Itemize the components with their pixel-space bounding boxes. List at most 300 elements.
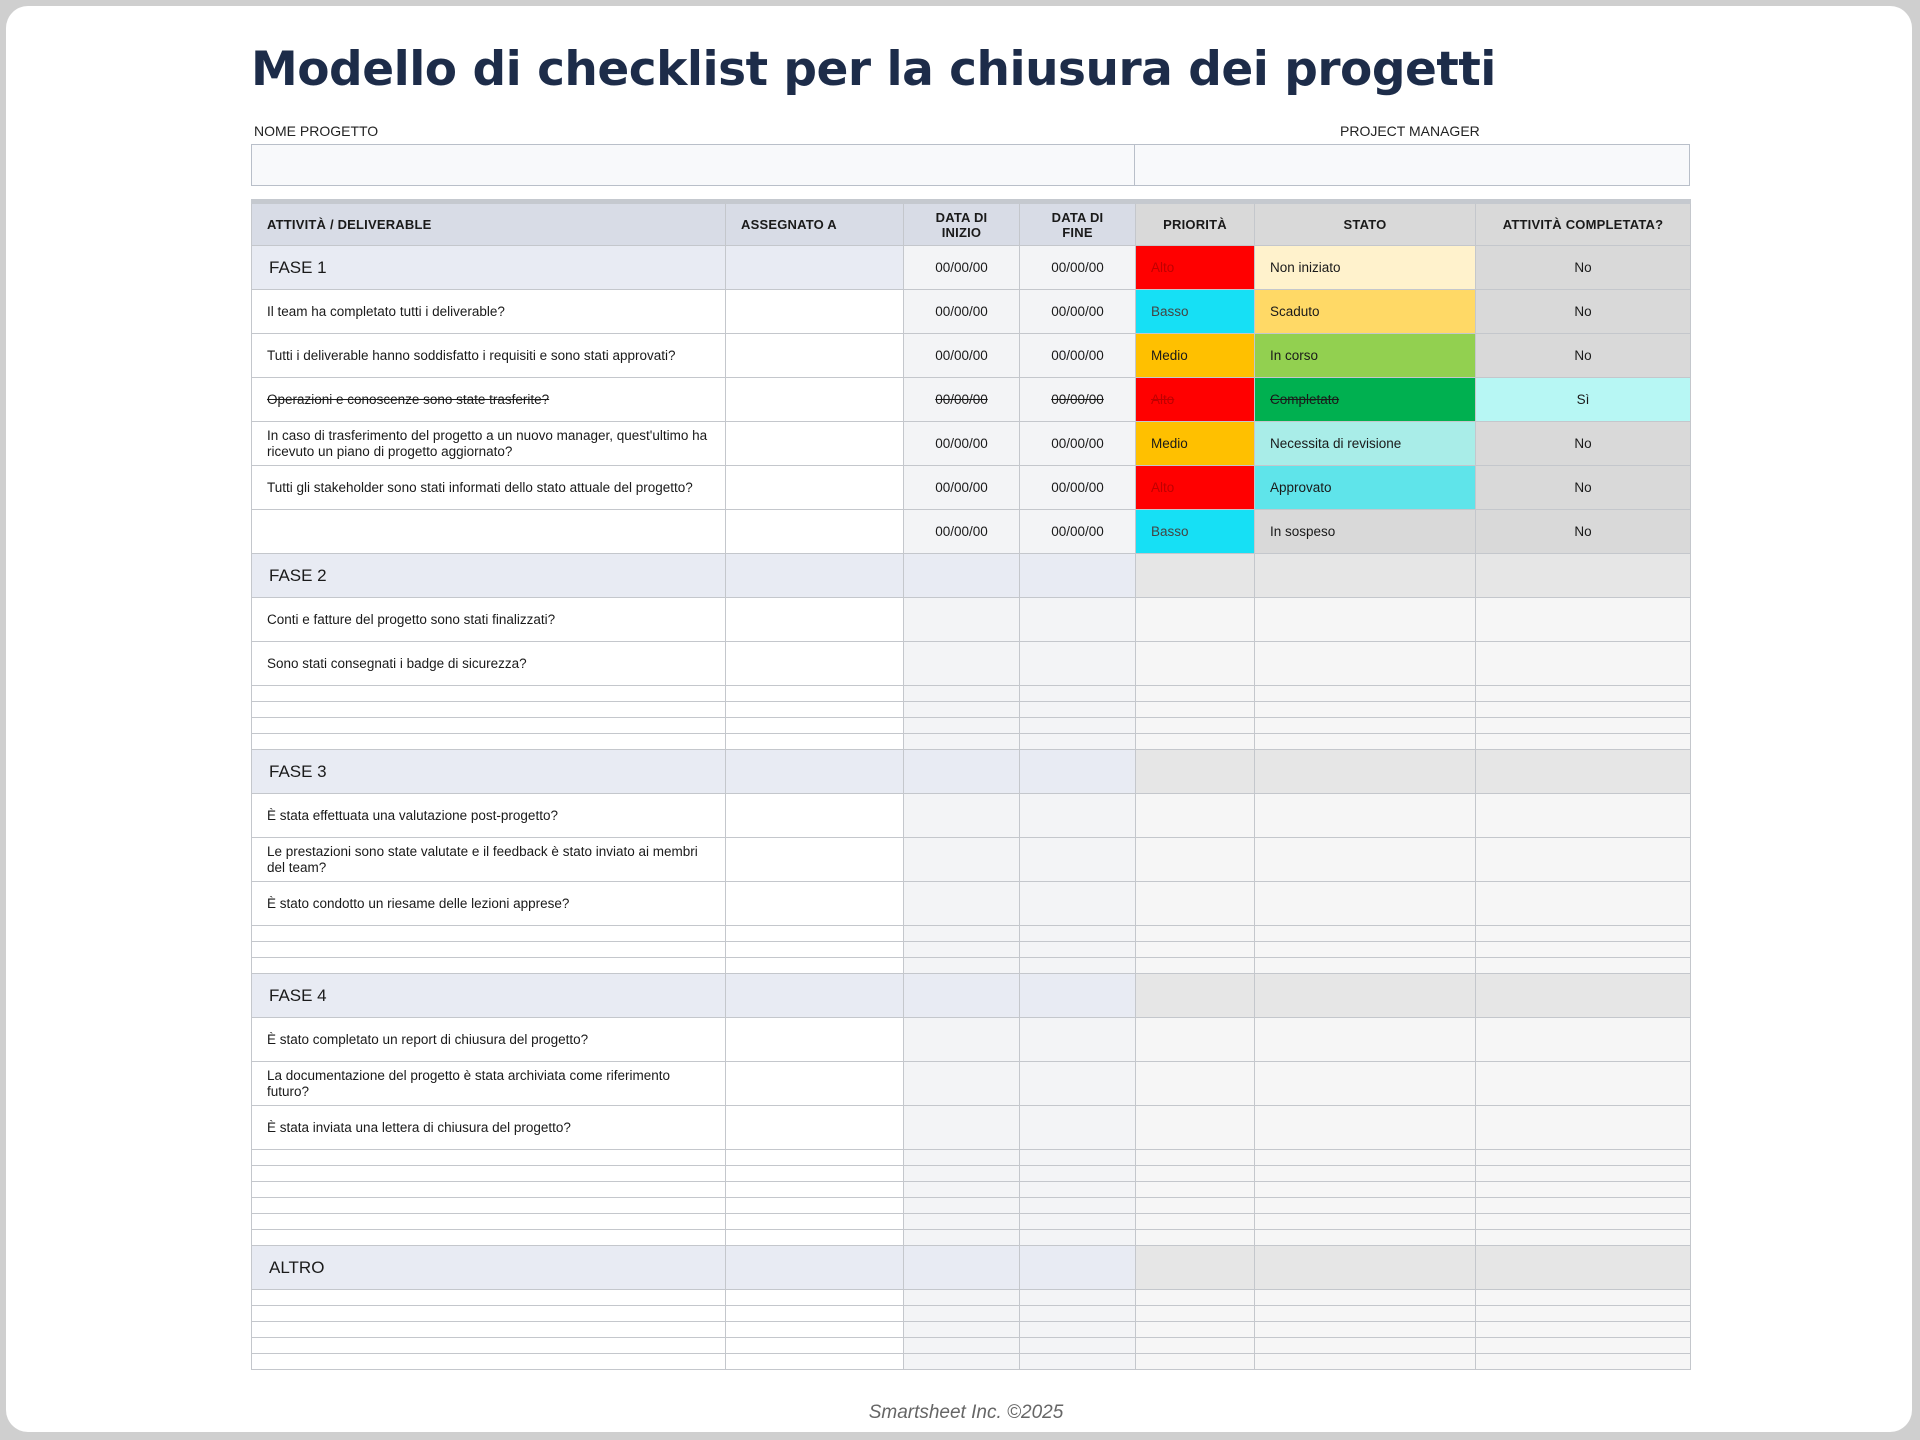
table-row xyxy=(252,290,1691,334)
priority-cell[interactable] xyxy=(1136,1106,1255,1150)
status-cell[interactable] xyxy=(1255,1322,1476,1338)
header-priority: PRIORITÀ xyxy=(1136,202,1255,246)
status-cell[interactable] xyxy=(1255,1198,1476,1214)
priority-cell[interactable] xyxy=(1136,598,1255,642)
blank-row xyxy=(252,1182,1691,1198)
start-date-cell[interactable] xyxy=(904,734,1020,750)
priority-cell[interactable] xyxy=(1136,882,1255,926)
completed-cell[interactable]: No xyxy=(1476,334,1691,378)
priority-cell[interactable] xyxy=(1136,702,1255,718)
task-cell[interactable] xyxy=(252,1166,726,1182)
status-cell[interactable] xyxy=(1255,598,1476,642)
priority-cell[interactable] xyxy=(1136,1062,1255,1106)
start-date-cell[interactable] xyxy=(904,686,1020,702)
assigned-cell[interactable] xyxy=(726,1338,904,1354)
task-cell[interactable] xyxy=(252,958,726,974)
header-status: STATO xyxy=(1255,202,1476,246)
completed-cell[interactable] xyxy=(1476,642,1691,686)
task-cell[interactable]: È stato condotto un riesame delle lezioni apprese? xyxy=(252,882,726,926)
task-cell[interactable]: Conti e fatture del progetto sono stati finalizzati? xyxy=(252,598,726,642)
start-date-cell[interactable] xyxy=(904,926,1020,942)
priority-cell[interactable] xyxy=(1136,942,1255,958)
assigned-cell[interactable] xyxy=(726,1230,904,1246)
assigned-cell[interactable] xyxy=(726,1246,904,1290)
completed-cell[interactable] xyxy=(1476,1230,1691,1246)
start-date-cell[interactable] xyxy=(904,1198,1020,1214)
assigned-cell[interactable] xyxy=(726,794,904,838)
task-cell[interactable] xyxy=(252,1306,726,1322)
priority-cell[interactable] xyxy=(1136,958,1255,974)
end-date-cell[interactable] xyxy=(1020,1150,1136,1166)
completed-cell[interactable]: No xyxy=(1476,466,1691,510)
status-cell[interactable] xyxy=(1255,1166,1476,1182)
status-cell[interactable]: In corso xyxy=(1255,334,1476,378)
completed-cell[interactable] xyxy=(1476,1018,1691,1062)
start-date-cell[interactable]: 00/00/00 xyxy=(904,378,1020,422)
start-date-cell[interactable] xyxy=(904,1166,1020,1182)
status-cell[interactable]: Completato xyxy=(1255,378,1476,422)
status-cell[interactable] xyxy=(1255,702,1476,718)
start-date-cell[interactable] xyxy=(904,1106,1020,1150)
blank-row xyxy=(252,1354,1691,1370)
status-cell[interactable] xyxy=(1255,686,1476,702)
completed-cell[interactable] xyxy=(1476,974,1691,1018)
priority-cell[interactable] xyxy=(1136,718,1255,734)
task-cell[interactable] xyxy=(252,1354,726,1370)
checklist-table xyxy=(251,199,1691,1370)
page-frame xyxy=(6,6,1912,1432)
project-manager-field[interactable] xyxy=(1134,144,1690,186)
end-date-cell[interactable]: 00/00/00 xyxy=(1020,378,1136,422)
task-cell[interactable] xyxy=(252,702,726,718)
end-date-cell[interactable]: 00/00/00 xyxy=(1020,466,1136,510)
priority-cell[interactable] xyxy=(1136,974,1255,1018)
end-date-cell[interactable] xyxy=(1020,926,1136,942)
task-cell[interactable] xyxy=(252,1150,726,1166)
assigned-cell[interactable] xyxy=(726,466,904,510)
task-cell[interactable]: Tutti i deliverable hanno soddisfatto i requisiti e sono stati approvati? xyxy=(252,334,726,378)
end-date-cell[interactable]: 00/00/00 xyxy=(1020,334,1136,378)
status-cell[interactable]: In sospeso xyxy=(1255,510,1476,554)
end-date-cell[interactable]: 00/00/00 xyxy=(1020,246,1136,290)
assigned-cell[interactable] xyxy=(726,1062,904,1106)
assigned-cell[interactable] xyxy=(726,750,904,794)
start-date-cell[interactable] xyxy=(904,1182,1020,1198)
blank-row xyxy=(252,686,1691,702)
assigned-cell[interactable] xyxy=(726,838,904,882)
phase-label: ALTRO xyxy=(252,1246,726,1290)
table-row xyxy=(252,882,1691,926)
status-cell[interactable]: Approvato xyxy=(1255,466,1476,510)
status-cell[interactable] xyxy=(1255,942,1476,958)
assigned-cell[interactable] xyxy=(726,1106,904,1150)
end-date-cell[interactable] xyxy=(1020,942,1136,958)
completed-cell[interactable] xyxy=(1476,1322,1691,1338)
end-date-cell[interactable] xyxy=(1020,750,1136,794)
completed-cell[interactable] xyxy=(1476,1166,1691,1182)
completed-cell[interactable] xyxy=(1476,838,1691,882)
assigned-cell[interactable] xyxy=(726,1290,904,1306)
status-cell[interactable] xyxy=(1255,794,1476,838)
completed-cell[interactable] xyxy=(1476,1354,1691,1370)
blank-row xyxy=(252,958,1691,974)
start-date-cell[interactable] xyxy=(904,838,1020,882)
status-cell[interactable] xyxy=(1255,838,1476,882)
completed-cell[interactable] xyxy=(1476,702,1691,718)
completed-cell[interactable] xyxy=(1476,1338,1691,1354)
start-date-cell[interactable] xyxy=(904,1322,1020,1338)
assigned-cell[interactable] xyxy=(726,1150,904,1166)
priority-cell[interactable] xyxy=(1136,1182,1255,1198)
task-cell[interactable] xyxy=(252,1322,726,1338)
status-cell[interactable]: Scaduto xyxy=(1255,290,1476,334)
priority-cell[interactable]: Alto xyxy=(1136,378,1255,422)
blank-row xyxy=(252,1322,1691,1338)
completed-cell[interactable] xyxy=(1476,942,1691,958)
phase-label: FASE 3 xyxy=(252,750,726,794)
start-date-cell[interactable] xyxy=(904,1214,1020,1230)
assigned-cell[interactable] xyxy=(726,1354,904,1370)
task-cell[interactable]: Le prestazioni sono state valutate e il feedback è stato inviato ai membri del team? xyxy=(252,838,726,882)
end-date-cell[interactable] xyxy=(1020,974,1136,1018)
task-cell[interactable]: In caso di trasferimento del progetto a un nuovo manager, quest'ultimo ha ricevuto un piano di progetto aggiornato? xyxy=(252,422,726,466)
priority-cell[interactable] xyxy=(1136,1354,1255,1370)
start-date-cell[interactable]: 00/00/00 xyxy=(904,246,1020,290)
task-cell[interactable]: È stata effettuata una valutazione post-progetto? xyxy=(252,794,726,838)
blank-row xyxy=(252,702,1691,718)
completed-cell[interactable] xyxy=(1476,1214,1691,1230)
priority-cell[interactable] xyxy=(1136,642,1255,686)
table-row xyxy=(252,378,1691,422)
priority-cell[interactable]: Medio xyxy=(1136,334,1255,378)
priority-cell[interactable] xyxy=(1136,1166,1255,1182)
task-cell[interactable] xyxy=(252,510,726,554)
completed-cell[interactable] xyxy=(1476,734,1691,750)
start-date-cell[interactable] xyxy=(904,598,1020,642)
blank-row xyxy=(252,1214,1691,1230)
status-cell[interactable] xyxy=(1255,1214,1476,1230)
task-cell[interactable]: Il team ha completato tutti i deliverable? xyxy=(252,290,726,334)
priority-cell[interactable] xyxy=(1136,926,1255,942)
end-date-cell[interactable] xyxy=(1020,686,1136,702)
project-name-field[interactable] xyxy=(251,144,1135,186)
assigned-cell[interactable] xyxy=(726,1182,904,1198)
table-row xyxy=(252,422,1691,466)
assigned-cell[interactable] xyxy=(726,718,904,734)
status-cell[interactable] xyxy=(1255,1246,1476,1290)
assigned-cell[interactable] xyxy=(726,958,904,974)
priority-cell[interactable] xyxy=(1136,686,1255,702)
header-row xyxy=(252,202,1691,246)
phase-row xyxy=(252,554,1691,598)
end-date-cell[interactable] xyxy=(1020,882,1136,926)
start-date-cell[interactable] xyxy=(904,718,1020,734)
phase-row xyxy=(252,246,1691,290)
status-cell[interactable]: Necessita di revisione xyxy=(1255,422,1476,466)
phase-row xyxy=(252,1246,1691,1290)
table-row xyxy=(252,838,1691,882)
priority-cell[interactable]: Alto xyxy=(1136,246,1255,290)
table-row xyxy=(252,334,1691,378)
end-date-cell[interactable] xyxy=(1020,1166,1136,1182)
blank-row xyxy=(252,1306,1691,1322)
start-date-cell[interactable]: 00/00/00 xyxy=(904,334,1020,378)
start-date-cell[interactable]: 00/00/00 xyxy=(904,422,1020,466)
task-cell[interactable] xyxy=(252,1214,726,1230)
task-cell[interactable]: Tutti gli stakeholder sono stati informati dello stato attuale del progetto? xyxy=(252,466,726,510)
priority-cell[interactable] xyxy=(1136,1198,1255,1214)
start-date-cell[interactable]: 00/00/00 xyxy=(904,510,1020,554)
task-cell[interactable]: È stata inviata una lettera di chiusura del progetto? xyxy=(252,1106,726,1150)
end-date-cell[interactable] xyxy=(1020,1106,1136,1150)
end-date-cell[interactable] xyxy=(1020,794,1136,838)
assigned-cell[interactable] xyxy=(726,882,904,926)
status-cell[interactable] xyxy=(1255,1150,1476,1166)
start-date-cell[interactable]: 00/00/00 xyxy=(904,290,1020,334)
status-cell[interactable] xyxy=(1255,1338,1476,1354)
assigned-cell[interactable] xyxy=(726,290,904,334)
assigned-cell[interactable] xyxy=(726,686,904,702)
start-date-cell[interactable] xyxy=(904,1290,1020,1306)
priority-cell[interactable] xyxy=(1136,734,1255,750)
status-cell[interactable] xyxy=(1255,958,1476,974)
priority-cell[interactable] xyxy=(1136,1214,1255,1230)
table-row xyxy=(252,1062,1691,1106)
priority-cell[interactable] xyxy=(1136,1018,1255,1062)
assigned-cell[interactable] xyxy=(726,702,904,718)
start-date-cell[interactable] xyxy=(904,882,1020,926)
task-cell[interactable] xyxy=(252,686,726,702)
project-name-label: NOME PROGETTO xyxy=(254,123,379,139)
assigned-cell[interactable] xyxy=(726,598,904,642)
status-cell[interactable] xyxy=(1255,1018,1476,1062)
completed-cell[interactable] xyxy=(1476,1106,1691,1150)
start-date-cell[interactable] xyxy=(904,702,1020,718)
end-date-cell[interactable] xyxy=(1020,702,1136,718)
end-date-cell[interactable] xyxy=(1020,598,1136,642)
completed-cell[interactable] xyxy=(1476,958,1691,974)
status-cell[interactable] xyxy=(1255,926,1476,942)
priority-cell[interactable] xyxy=(1136,1246,1255,1290)
start-date-cell[interactable] xyxy=(904,642,1020,686)
assigned-cell[interactable] xyxy=(726,1214,904,1230)
start-date-cell[interactable] xyxy=(904,942,1020,958)
table-row xyxy=(252,794,1691,838)
priority-cell[interactable] xyxy=(1136,1322,1255,1338)
completed-cell[interactable] xyxy=(1476,554,1691,598)
start-date-cell[interactable] xyxy=(904,958,1020,974)
priority-cell[interactable] xyxy=(1136,750,1255,794)
blank-row xyxy=(252,1150,1691,1166)
assigned-cell[interactable] xyxy=(726,974,904,1018)
end-date-cell[interactable] xyxy=(1020,1230,1136,1246)
assigned-cell[interactable] xyxy=(726,334,904,378)
priority-cell[interactable] xyxy=(1136,1150,1255,1166)
task-cell[interactable]: È stato completato un report di chiusura del progetto? xyxy=(252,1018,726,1062)
phase-label: FASE 2 xyxy=(252,554,726,598)
end-date-cell[interactable] xyxy=(1020,1290,1136,1306)
end-date-cell[interactable] xyxy=(1020,1062,1136,1106)
priority-cell[interactable] xyxy=(1136,554,1255,598)
status-cell[interactable] xyxy=(1255,1106,1476,1150)
completed-cell[interactable]: No xyxy=(1476,290,1691,334)
priority-cell[interactable] xyxy=(1136,1338,1255,1354)
start-date-cell[interactable] xyxy=(904,1230,1020,1246)
assigned-cell[interactable] xyxy=(726,642,904,686)
status-cell[interactable] xyxy=(1255,974,1476,1018)
end-date-cell[interactable] xyxy=(1020,958,1136,974)
start-date-cell[interactable] xyxy=(904,1338,1020,1354)
end-date-cell[interactable] xyxy=(1020,554,1136,598)
start-date-cell[interactable] xyxy=(904,1306,1020,1322)
table-row xyxy=(252,510,1691,554)
start-date-cell[interactable] xyxy=(904,1018,1020,1062)
end-date-cell[interactable]: 00/00/00 xyxy=(1020,510,1136,554)
table-row xyxy=(252,642,1691,686)
completed-cell[interactable] xyxy=(1476,718,1691,734)
completed-cell[interactable] xyxy=(1476,1246,1691,1290)
header-assigned: ASSEGNATO A xyxy=(726,202,904,246)
completed-cell[interactable] xyxy=(1476,598,1691,642)
assigned-cell[interactable] xyxy=(726,510,904,554)
task-cell[interactable] xyxy=(252,1230,726,1246)
assigned-cell[interactable] xyxy=(726,1198,904,1214)
end-date-cell[interactable] xyxy=(1020,1198,1136,1214)
priority-cell[interactable] xyxy=(1136,1306,1255,1322)
blank-row xyxy=(252,718,1691,734)
phase-row xyxy=(252,750,1691,794)
header-completed: ATTIVITÀ COMPLETATA? xyxy=(1476,202,1691,246)
phase-row xyxy=(252,974,1691,1018)
status-cell[interactable] xyxy=(1255,718,1476,734)
start-date-cell[interactable] xyxy=(904,750,1020,794)
task-cell[interactable] xyxy=(252,1198,726,1214)
priority-cell[interactable] xyxy=(1136,1230,1255,1246)
status-cell[interactable] xyxy=(1255,1306,1476,1322)
completed-cell[interactable]: Sì xyxy=(1476,378,1691,422)
task-cell[interactable] xyxy=(252,718,726,734)
end-date-cell[interactable] xyxy=(1020,718,1136,734)
completed-cell[interactable] xyxy=(1476,1198,1691,1214)
completed-cell[interactable] xyxy=(1476,794,1691,838)
task-cell[interactable] xyxy=(252,1338,726,1354)
table-row xyxy=(252,1018,1691,1062)
status-cell[interactable] xyxy=(1255,1290,1476,1306)
start-date-cell[interactable] xyxy=(904,1354,1020,1370)
assigned-cell[interactable] xyxy=(726,554,904,598)
completed-cell[interactable] xyxy=(1476,750,1691,794)
priority-cell[interactable] xyxy=(1136,1290,1255,1306)
completed-cell[interactable] xyxy=(1476,1062,1691,1106)
assigned-cell[interactable] xyxy=(726,942,904,958)
start-date-cell[interactable]: 00/00/00 xyxy=(904,466,1020,510)
end-date-cell[interactable]: 00/00/00 xyxy=(1020,422,1136,466)
task-cell[interactable]: Sono stati consegnati i badge di sicurezza? xyxy=(252,642,726,686)
start-date-cell[interactable] xyxy=(904,794,1020,838)
assigned-cell[interactable] xyxy=(726,1322,904,1338)
task-cell[interactable]: Operazioni e conoscenze sono state trasferite? xyxy=(252,378,726,422)
completed-cell[interactable] xyxy=(1476,1150,1691,1166)
priority-cell[interactable]: Alto xyxy=(1136,466,1255,510)
task-cell[interactable] xyxy=(252,1290,726,1306)
end-date-cell[interactable] xyxy=(1020,642,1136,686)
assigned-cell[interactable] xyxy=(726,1306,904,1322)
status-cell[interactable] xyxy=(1255,1062,1476,1106)
task-cell[interactable] xyxy=(252,926,726,942)
assigned-cell[interactable] xyxy=(726,378,904,422)
end-date-cell[interactable] xyxy=(1020,1018,1136,1062)
end-date-cell[interactable] xyxy=(1020,1338,1136,1354)
end-date-cell[interactable] xyxy=(1020,1214,1136,1230)
end-date-cell[interactable] xyxy=(1020,734,1136,750)
completed-cell[interactable] xyxy=(1476,882,1691,926)
assigned-cell[interactable] xyxy=(726,1018,904,1062)
status-cell[interactable] xyxy=(1255,1230,1476,1246)
priority-cell[interactable] xyxy=(1136,794,1255,838)
start-date-cell[interactable] xyxy=(904,974,1020,1018)
completed-cell[interactable]: No xyxy=(1476,510,1691,554)
assigned-cell[interactable] xyxy=(726,734,904,750)
status-cell[interactable] xyxy=(1255,554,1476,598)
page-title: Modello di checklist per la chiusura dei progetti xyxy=(251,42,1496,97)
status-cell[interactable] xyxy=(1255,882,1476,926)
start-date-cell[interactable] xyxy=(904,1246,1020,1290)
completed-cell[interactable] xyxy=(1476,1306,1691,1322)
end-date-cell[interactable] xyxy=(1020,1306,1136,1322)
completed-cell[interactable]: No xyxy=(1476,422,1691,466)
assigned-cell[interactable] xyxy=(726,246,904,290)
end-date-cell[interactable] xyxy=(1020,1322,1136,1338)
header-start-date: DATA DI INIZIO xyxy=(904,202,1020,246)
assigned-cell[interactable] xyxy=(726,422,904,466)
completed-cell[interactable] xyxy=(1476,686,1691,702)
phase-label: FASE 1 xyxy=(252,246,726,290)
end-date-cell[interactable]: 00/00/00 xyxy=(1020,290,1136,334)
status-cell[interactable] xyxy=(1255,642,1476,686)
blank-row xyxy=(252,926,1691,942)
task-cell[interactable] xyxy=(252,734,726,750)
status-cell[interactable] xyxy=(1255,750,1476,794)
completed-cell[interactable]: No xyxy=(1476,246,1691,290)
priority-cell[interactable]: Basso xyxy=(1136,290,1255,334)
blank-row xyxy=(252,1290,1691,1306)
priority-cell[interactable]: Basso xyxy=(1136,510,1255,554)
end-date-cell[interactable] xyxy=(1020,1246,1136,1290)
priority-cell[interactable]: Medio xyxy=(1136,422,1255,466)
completed-cell[interactable] xyxy=(1476,926,1691,942)
assigned-cell[interactable] xyxy=(726,926,904,942)
status-cell[interactable] xyxy=(1255,734,1476,750)
task-cell[interactable] xyxy=(252,942,726,958)
end-date-cell[interactable] xyxy=(1020,1182,1136,1198)
task-cell[interactable]: La documentazione del progetto è stata archiviata come riferimento futuro? xyxy=(252,1062,726,1106)
end-date-cell[interactable] xyxy=(1020,838,1136,882)
completed-cell[interactable] xyxy=(1476,1182,1691,1198)
start-date-cell[interactable] xyxy=(904,554,1020,598)
status-cell[interactable] xyxy=(1255,1182,1476,1198)
end-date-cell[interactable] xyxy=(1020,1354,1136,1370)
status-cell[interactable] xyxy=(1255,1354,1476,1370)
blank-row xyxy=(252,734,1691,750)
task-cell[interactable] xyxy=(252,1182,726,1198)
completed-cell[interactable] xyxy=(1476,1290,1691,1306)
start-date-cell[interactable] xyxy=(904,1062,1020,1106)
assigned-cell[interactable] xyxy=(726,1166,904,1182)
start-date-cell[interactable] xyxy=(904,1150,1020,1166)
header-task: ATTIVITÀ / DELIVERABLE xyxy=(252,202,726,246)
status-cell[interactable]: Non iniziato xyxy=(1255,246,1476,290)
priority-cell[interactable] xyxy=(1136,838,1255,882)
